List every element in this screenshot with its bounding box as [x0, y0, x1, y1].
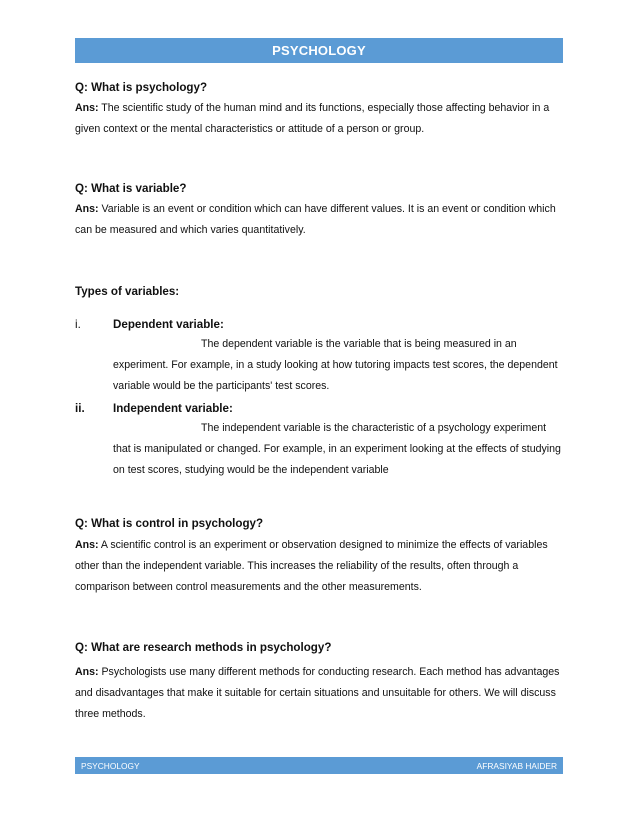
section-research-methods — [75, 640, 565, 725]
question-heading: Q: What is variable? — [75, 182, 187, 195]
list-item-text: experiment. For example, in a study looking at how tutoring impacts test scores, the dependent variable would be the participants' test scores. — [113, 359, 558, 392]
answer-text: Variable is an event or condition which can have different values. It is an event or condition which can be measured and which varies quantitatively. — [75, 203, 556, 236]
question-heading: Q: What is control in psychology? — [75, 517, 264, 530]
answer-paragraph — [75, 535, 565, 598]
answer-paragraph — [75, 662, 565, 725]
question-heading: Q: What is psychology? — [75, 81, 208, 94]
question-heading: Q: What are research methods in psychology? — [75, 641, 332, 654]
list-item-body — [113, 334, 565, 397]
footer-left-text: PSYCHOLOGY — [81, 760, 140, 771]
list-item-first-line: The dependent variable is the variable that is being measured in an — [201, 338, 517, 350]
section-what-is-control — [75, 516, 565, 598]
list-item-first-line: The independent variable is the characteristic of a psychology experiment — [201, 422, 547, 434]
answer-paragraph — [75, 199, 565, 241]
answer-text: Psychologists use many different methods for conducting research. Each method has advantages and disadvantages that make it suitable for certain situations and unsuitable for others. We will discuss three methods. — [75, 666, 560, 720]
list-item-label: Independent variable: — [113, 402, 233, 415]
list-item-number: ii. — [75, 402, 85, 415]
list-item-number: i. — [75, 318, 81, 331]
answer-label: Ans: — [75, 666, 99, 678]
footer-bar — [75, 757, 563, 774]
answer-label: Ans: — [75, 102, 99, 114]
list-item-text: that is manipulated or changed. For example, in an experiment looking at the effects of studying on test scores, studying would be the independent variable — [113, 443, 561, 476]
list-item-body — [113, 418, 565, 481]
answer-text: The scientific study of the human mind and its functions, especially those affecting behavior in a given context or the mental characteristics or attitude of a person or group. — [75, 102, 550, 135]
section-what-is-variable — [75, 181, 565, 241]
answer-text: A scientific control is an experiment or observation designed to minimize the effects of variables other than the independent variable. This increases the reliability of the results, often through a comparison between control measurements and the other measurements. — [75, 539, 548, 593]
list-item-label: Dependent variable: — [113, 318, 224, 331]
answer-label: Ans: — [75, 539, 99, 551]
footer-author: AFRASIYAB HAIDER — [476, 760, 557, 771]
section-types-of-variables — [75, 284, 565, 300]
answer-paragraph — [75, 98, 565, 140]
page-title: PSYCHOLOGY — [272, 43, 366, 58]
header-banner — [75, 38, 563, 63]
section-what-is-psychology — [75, 80, 565, 140]
section-heading: Types of variables: — [75, 285, 180, 298]
answer-label: Ans: — [75, 203, 99, 215]
